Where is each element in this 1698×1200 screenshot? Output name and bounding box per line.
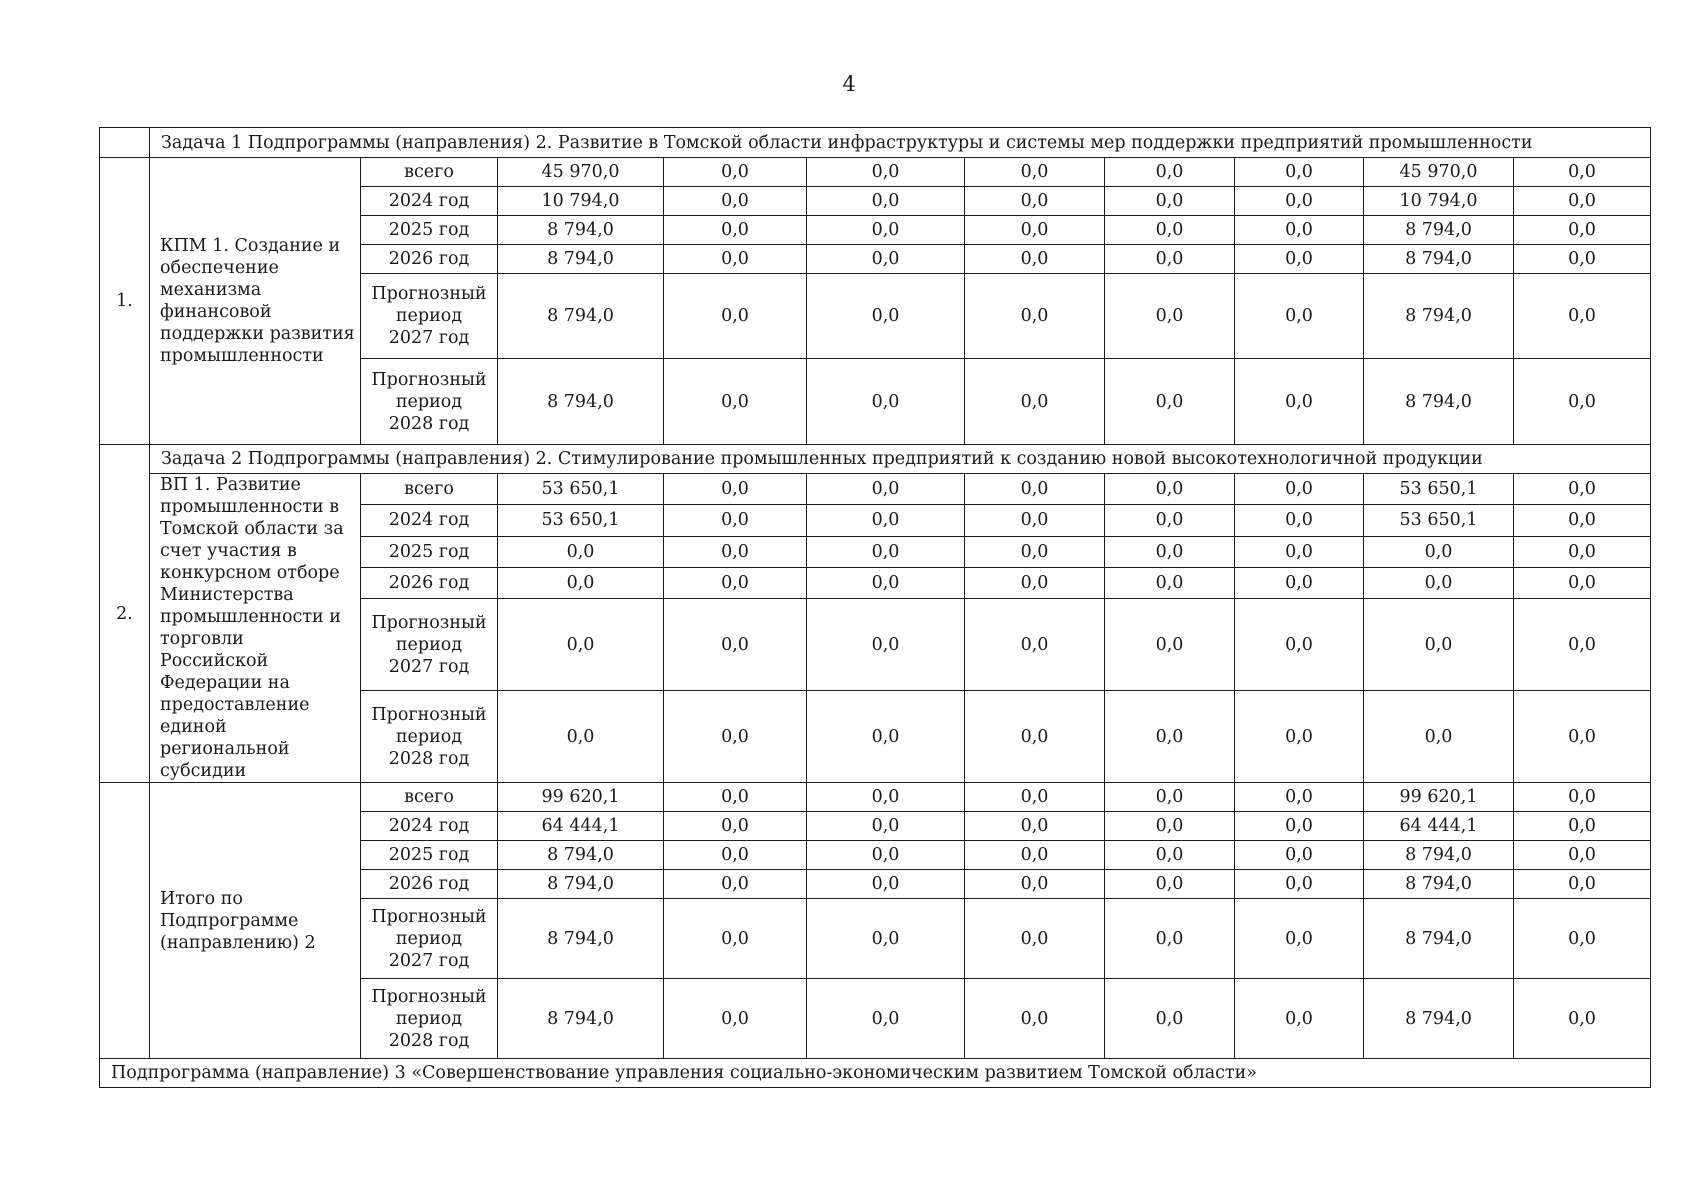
value-cell: 8 794,0 [1364,216,1514,245]
value-cell: 0,0 [1105,899,1235,979]
value-cell: 0,0 [1514,245,1651,274]
value-cell: 0,0 [1235,599,1364,691]
value-cell: 0,0 [965,691,1105,783]
period-2024: 2024 год [361,187,498,216]
task-1-num-cell [100,128,150,158]
value-cell: 0,0 [664,158,807,187]
table-body [100,128,1651,1088]
value-cell: 45 970,0 [1364,158,1514,187]
value-cell: 0,0 [1514,274,1651,359]
value-cell: 8 794,0 [498,216,664,245]
value-cell: 0,0 [807,158,965,187]
value-cell: 8 794,0 [1364,359,1514,445]
value-cell: 8 794,0 [498,870,664,899]
period-label: период [395,726,463,747]
value-cell: 0,0 [1235,536,1364,567]
value-cell: 0,0 [664,567,807,598]
value-cell: 0,0 [965,216,1105,245]
value-cell: 0,0 [807,783,965,812]
value-cell: 0,0 [1235,870,1364,899]
value-cell: 0,0 [1514,474,1651,505]
value-cell: 0,0 [807,359,965,445]
value-cell: 0,0 [1514,216,1651,245]
value-cell: 0,0 [1105,245,1235,274]
year-label: 2028 год [388,413,470,434]
value-cell: 0,0 [807,899,965,979]
value-cell: 0,0 [664,870,807,899]
task-2-title: Задача 2 Подпрограммы (направления) 2. Стимулирование промышленных предприятий к созданию новой высокотехнологичной продукции [150,445,1651,474]
value-cell: 10 794,0 [498,187,664,216]
value-cell: 8 794,0 [498,274,664,359]
value-cell: 53 650,1 [1364,505,1514,536]
value-cell: 0,0 [1514,567,1651,598]
forecast-label: Прогнозный [371,284,487,304]
value-cell: 0,0 [664,505,807,536]
value-cell: 0,0 [1235,274,1364,359]
value-cell: 53 650,1 [1364,474,1514,505]
value-cell: 0,0 [1235,691,1364,783]
value-cell: 0,0 [1235,359,1364,445]
value-cell: 0,0 [807,274,965,359]
value-cell: 0,0 [1514,812,1651,841]
period-forecast-2028 [361,979,498,1059]
value-cell: 45 970,0 [498,158,664,187]
value-cell: 0,0 [664,536,807,567]
value-cell: 0,0 [807,870,965,899]
period-2024: 2024 год [361,505,498,536]
value-cell: 0,0 [1105,359,1235,445]
value-cell: 0,0 [498,691,664,783]
value-cell: 0,0 [807,691,965,783]
forecast-label: Прогнозный [371,369,487,390]
value-cell: 0,0 [965,536,1105,567]
value-cell: 8 794,0 [1364,979,1514,1059]
value-cell: 0,0 [1235,474,1364,505]
value-cell: 0,0 [1235,187,1364,216]
block3-name: Итого по Подпрограмме (направлению) 2 [150,783,361,1059]
value-cell: 0,0 [1235,783,1364,812]
block3-number-cell [100,783,150,1059]
value-cell: 0,0 [1514,783,1651,812]
value-cell: 0,0 [664,812,807,841]
value-cell: 8 794,0 [498,979,664,1059]
block1-number: 1. [100,158,150,445]
value-cell: 0,0 [965,899,1105,979]
value-cell: 0,0 [965,187,1105,216]
value-cell: 0,0 [1105,536,1235,567]
value-cell: 0,0 [965,841,1105,870]
value-cell: 0,0 [1514,599,1651,691]
value-cell: 0,0 [807,536,965,567]
period-2024: 2024 год [361,812,498,841]
value-cell: 0,0 [965,979,1105,1059]
value-cell: 0,0 [664,359,807,445]
period-2026: 2026 год [361,870,498,899]
period-2025: 2025 год [361,536,498,567]
value-cell: 0,0 [1105,187,1235,216]
value-cell: 0,0 [965,505,1105,536]
value-cell: 10 794,0 [1364,187,1514,216]
value-cell: 64 444,1 [1364,812,1514,841]
value-cell: 0,0 [664,899,807,979]
page-number: 4 [842,72,856,96]
value-cell: 0,0 [1235,245,1364,274]
value-cell: 53 650,1 [498,505,664,536]
period-total: всего [361,158,498,187]
value-cell: 8 794,0 [1364,870,1514,899]
value-cell: 0,0 [1514,841,1651,870]
value-cell: 0,0 [965,245,1105,274]
value-cell: 0,0 [1514,979,1651,1059]
value-cell: 0,0 [965,599,1105,691]
value-cell: 0,0 [1105,870,1235,899]
value-cell: 0,0 [965,158,1105,187]
value-cell: 0,0 [807,841,965,870]
value-cell: 0,0 [1514,899,1651,979]
period-forecast-2028 [361,359,498,445]
table-row [100,474,1651,505]
value-cell: 8 794,0 [498,245,664,274]
value-cell: 0,0 [1105,216,1235,245]
value-cell: 0,0 [807,474,965,505]
value-cell: 8 794,0 [1364,274,1514,359]
value-cell: 0,0 [1514,359,1651,445]
subprogram-3-title: Подпрограмма (направление) 3 «Совершенствование управления социально-экономическим развитием Томской области» [100,1059,1651,1088]
value-cell: 0,0 [1105,783,1235,812]
value-cell: 0,0 [807,979,965,1059]
value-cell: 64 444,1 [498,812,664,841]
table-row [100,783,1651,812]
period-forecast-2028 [361,691,498,783]
task-2-row [100,445,1651,474]
block1-name: КПМ 1. Создание и обеспечение механизма финансовой поддержки развития промышленности [150,158,361,445]
value-cell: 0,0 [1514,536,1651,567]
period-total: всего [361,783,498,812]
task-1-row [100,128,1651,158]
value-cell: 0,0 [1364,691,1514,783]
value-cell: 0,0 [664,691,807,783]
period-forecast-2027 [361,599,498,691]
value-cell: 8 794,0 [498,359,664,445]
value-cell: 53 650,1 [498,474,664,505]
value-cell: 0,0 [965,359,1105,445]
value-cell: 0,0 [1364,536,1514,567]
value-cell: 0,0 [1514,158,1651,187]
value-cell: 0,0 [1105,841,1235,870]
value-cell: 0,0 [1514,187,1651,216]
value-cell: 0,0 [1235,979,1364,1059]
value-cell: 0,0 [498,567,664,598]
value-cell: 0,0 [1105,274,1235,359]
value-cell: 99 620,1 [498,783,664,812]
value-cell: 0,0 [664,841,807,870]
value-cell: 0,0 [1235,841,1364,870]
period-label: период [395,634,463,655]
value-cell: 0,0 [1105,505,1235,536]
value-cell: 0,0 [1235,899,1364,979]
period-forecast-2027 [361,274,498,359]
period-label: период [395,1008,463,1029]
value-cell: 0,0 [664,274,807,359]
value-cell: 0,0 [1364,599,1514,691]
period-label: период [395,928,463,949]
block2-name: ВП 1. Развитие промышленности в Томской области за счет участия в конкурсном отборе Министерства промышленности и торговли Российской Федерации на предоставление единой региональной субсидии [150,474,361,783]
value-cell: 0,0 [1364,567,1514,598]
period-2025: 2025 год [361,216,498,245]
value-cell: 8 794,0 [1364,899,1514,979]
period-2026: 2026 год [361,245,498,274]
value-cell: 0,0 [1235,216,1364,245]
period-forecast-2027 [361,899,498,979]
value-cell: 0,0 [1235,505,1364,536]
period-2025: 2025 год [361,841,498,870]
subprogram-3-row [100,1059,1651,1088]
value-cell: 0,0 [664,474,807,505]
value-cell: 0,0 [807,187,965,216]
value-cell: 0,0 [498,536,664,567]
value-cell: 0,0 [1105,567,1235,598]
value-cell: 0,0 [664,783,807,812]
value-cell: 0,0 [965,812,1105,841]
value-cell: 0,0 [965,783,1105,812]
value-cell: 0,0 [664,245,807,274]
value-cell: 0,0 [1235,567,1364,598]
value-cell: 0,0 [664,599,807,691]
value-cell: 0,0 [965,567,1105,598]
forecast-label: Прогнозный [371,612,487,633]
value-cell: 0,0 [1105,158,1235,187]
value-cell: 0,0 [965,870,1105,899]
value-cell: 8 794,0 [498,899,664,979]
value-cell: 8 794,0 [1364,841,1514,870]
year-label: 2027 год [388,656,470,677]
value-cell: 0,0 [807,216,965,245]
table-row [100,158,1651,187]
forecast-label: Прогнозный [371,906,487,927]
period-total: всего [361,474,498,505]
period-label: период [395,306,463,326]
value-cell: 8 794,0 [498,841,664,870]
value-cell: 0,0 [1105,599,1235,691]
value-cell: 0,0 [1235,158,1364,187]
value-cell: 0,0 [1514,870,1651,899]
value-cell: 99 620,1 [1364,783,1514,812]
value-cell: 0,0 [1105,812,1235,841]
year-label: 2028 год [388,1030,470,1051]
value-cell: 0,0 [664,216,807,245]
task-1-title: Задача 1 Подпрограммы (направления) 2. Развитие в Томской области инфраструктуры и системы мер поддержки предприятий промышленности [150,128,1651,158]
value-cell: 0,0 [1105,691,1235,783]
value-cell: 0,0 [807,567,965,598]
value-cell: 0,0 [664,187,807,216]
value-cell: 0,0 [1514,691,1651,783]
value-cell: 8 794,0 [1364,245,1514,274]
value-cell: 0,0 [664,979,807,1059]
value-cell: 0,0 [807,812,965,841]
value-cell: 0,0 [807,245,965,274]
forecast-label: Прогнозный [371,986,487,1007]
value-cell: 0,0 [965,274,1105,359]
value-cell: 0,0 [807,505,965,536]
value-cell: 0,0 [1105,979,1235,1059]
period-label: период [395,391,463,412]
value-cell: 0,0 [807,599,965,691]
year-label: 2027 год [388,950,470,971]
value-cell: 0,0 [1514,505,1651,536]
forecast-label: Прогнозный [371,704,487,725]
period-2026: 2026 год [361,567,498,598]
budget-table [99,127,1651,1088]
block2-number: 2. [100,445,150,783]
value-cell: 0,0 [1105,474,1235,505]
value-cell: 0,0 [1235,812,1364,841]
year-label: 2028 год [388,748,470,769]
value-cell: 0,0 [498,599,664,691]
value-cell: 0,0 [965,474,1105,505]
year-label: 2027 год [388,328,470,348]
